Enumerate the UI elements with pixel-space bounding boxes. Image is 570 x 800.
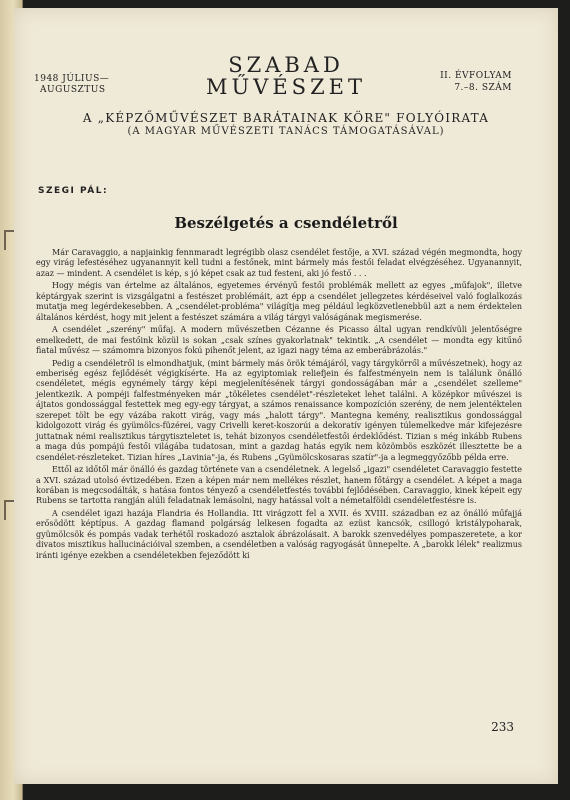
issue-label: 7.–8. SZÁM xyxy=(454,83,512,93)
page-number: 233 xyxy=(491,720,514,734)
issue-date-line2: AUGUSZTUS xyxy=(40,85,106,95)
article-paragraph: A csendélet „szerény" műfaj. A modern művészetben Cézanne és Picasso által ugyan rendkívüli jelentőségre emelkedett, de mai festőink közül is sokan „csak színes gyakorlatnak" tekintik. „A csendélet — mondta egy kitűnő fiatal művész — számomra bizonyos fokú pihenőt jelent, az igazi nagy téma az emberábrázolás." xyxy=(36,325,522,356)
article-paragraph: A csendélet igazi hazája Flandria és Hollandia. Itt virágzott fel a XVII. és XVIII. században ez az önálló műfajjá erősödött képtípus. A gazdag flamand polgárság lelkesen fogadta az ezüst kancsók, csillogó kristálypoharak, gyümölcsök és pompás vadak terhétől roskadozó asztalok ábrázolásait. A barokk szenvedélyes pompaszeretete, a kor divatos misztikus hallucinációival szemben, a csendéletben a valóság ragyogását ünnepelte. A „barokk lélek" realizmus iránti igénye ezekben a csendéletekben fejeződött ki xyxy=(36,508,522,560)
journal-page xyxy=(14,8,558,784)
article-body xyxy=(36,248,522,563)
article-paragraph: Pedig a csendéletről is elmondhatjuk, (mint bármely más örök témájáról, vagy tárgykörről a művészetnek), hogy az emberiség egész fejlődését végigkísérte. Ha az egyiptomiak reliefjein és falfestményein nem is találunk önálló csendéletet, mégis egynémely tárgy képi megjelenítésének tárgyi gondosságában már a „csendélet szelleme" jelentkezik. A pompéji falfestményeken már „tökéletes csendélet"-részleteket lehet találni. A középkor művészei is ájtatos gondossággal festettek meg egy-egy tárgyat, a számos renaissance kompozíción szerény, de nem jelentéktelen szerepet tölt be egy vázába rakott virág, vagy más „halott tárgy". Mantegna kemény, realisztikus gondossággal kidolgozott virág és gyümölcs-füzérei, vagy Crivelli keret-koszorúi a dekoratív igényen túlemelkedve már kifejezésre juttatnak némi realisztikus tárgytiszteletet is, tehát bizonyos csendéletfestői érdeklődést. Tizian s még inkább Rubens a maga dús pompájú festői világába tudatosan, mint a gazdag hatás egyik nem közömbös eszközét illesztette be a csendélet-részleteket. Tizian híres „Lavinia"-ja, és Rubens „Gyümölcskosaras szatír"-ja a legmeggyőzőbb példa erre. xyxy=(36,358,522,462)
article-title: Beszélgetés a csendéletről xyxy=(174,214,398,232)
masthead-line1: SZABAD xyxy=(228,53,344,77)
article-paragraph: Már Caravaggio, a napjainkig fennmaradt legrégibb olasz csendélet festője, a XVI. század végén megmondta, hogy egy virág lefestéséhez ugyanannyit kell tudni a festőnek, mint bármely más festői feladat elvégzéséhez. Ugyanannyit, azaz — mindent. A csendélet is kép, s jó képet csak az tud festeni, aki jó festő . . . xyxy=(36,248,522,278)
journal-subtitle: A „KÉPZŐMŰVÉSZET BARÁTAINAK KÖRE" FOLYÓIRATA xyxy=(82,111,490,125)
article-paragraph: Ettől az időtől már önálló és gazdag története van a csendéletnek. A legelső „igazi" csendéletet Caravaggio festette a XVI. század utolsó évtizedében. Ezen a képen már nem mellékes részlet, hanem főtárgy a csendélet. A képet a maga korában is megcsodálták, s hatása fontos tényező a csendéletfestés további fejlődésében. Caravaggio, kinek képeit egy Rubens se tartotta rangján alúli feladatnak lemásolni, nagy hatással volt a németalföldi csendéletfestésre is. xyxy=(36,465,522,506)
issue-date-line1: 1948 JÚLIUS— xyxy=(34,74,110,84)
volume-info xyxy=(402,70,512,94)
masthead-line2: MŰVÉSZET xyxy=(205,75,366,99)
article-author: SZEGI PÁL: xyxy=(38,186,109,196)
journal-subtitle-sponsor: (A MAGYAR MŰVÉSZETI TANÁCS TÁMOGATÁSÁVAL) xyxy=(127,126,445,137)
article-paragraph: Hogy mégis van értelme az általános, egyetemes érvényű festői problémák mellett az egyes „műfajok", illetve képtárgyak szerint is vizsgálgatni a festészet problémáit, azt épp a csendélet jellegzetes kérdéseivel való foglalkozás mutatja meg legérdekesebben. A „csendélet-probléma" világítja meg például legközvetlenebbül azt a nem érdektelen általános kérdést, hogy mit jelent a festészet számára a világ tárgyi valóságának megismerése. xyxy=(36,281,522,322)
volume-label: II. ÉVFOLYAM xyxy=(440,71,512,81)
